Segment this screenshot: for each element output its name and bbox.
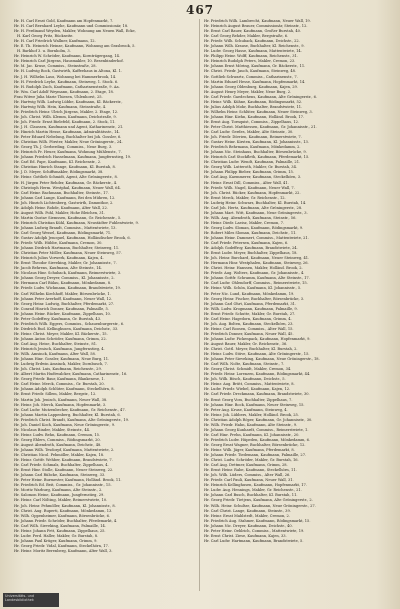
directory-entry: Hr. Ludwig Erdwin Amsinck, Makler, Dornbusch, 7. bbox=[14, 362, 108, 367]
directory-entry: Hr. Adolph Heinr. Rohde, Kaufmann, Alter Wall, 22. bbox=[14, 205, 108, 210]
directory-entry: Hr. Heinr. Gottfr. Wehber, Kaufmann, Brandstwiete, 7. bbox=[14, 458, 113, 463]
directory-entry: Hr. Friedrich Wilh. Lambrecht, Kaufmann, Neuer Wall, 19. bbox=[204, 19, 311, 23]
directory-entry: Hr. Adolph Godeffroy, Kaufmann, Brandstwiete, 24. bbox=[204, 246, 298, 251]
directory-entry: Hr. Christian Ludw. Wendt, Kaufmann, Palmaille, 21. bbox=[204, 160, 301, 165]
directory-entry: Hr. Nicolaus Hinr. Schuback, Kaufmann, Reimerstwiete, 3. bbox=[14, 271, 122, 276]
directory-entry: Hr. Carl Ludw. Gerdes, Makler, Alte Steinstr., 30. bbox=[204, 130, 294, 135]
directory-entry: Hr. Johann Nic. Steinhaus, Buchhalter, Börsenbrücke, 9. bbox=[204, 150, 307, 155]
directory-entry: Hr. Heinr. Ernst Dill, Commiss., Alter Wall, 41. bbox=[204, 180, 289, 185]
directory-entry: Hr. H. Friedrich Leyhe, Kaufmann, Steinweg, 1. Stock. 6. bbox=[14, 79, 119, 84]
directory-entry: Hr. Friedrich Wilh. Eggers, Commiss., Schauenburgerstr., 6. bbox=[14, 321, 125, 326]
directory-entry: Hr. Johann Georg Dreyer, Commiss., Kl. Johannisstr., 2. bbox=[14, 276, 115, 281]
directory-entry: Hr. Johann Wilh. Krause, Buchhalter, Kl. Reichenstr., 9. bbox=[204, 44, 305, 49]
directory-entry: Hr. Johann Carl Lange, Kaufmann, Bei den Mühren, 12. bbox=[14, 195, 116, 200]
directory-entry: Hr. Carl Ludw. Hartmann, Kaufmann, Brandstwiete, 5. bbox=[204, 538, 304, 543]
directory-entry: Hr. Ernst Georg Voss, Buchhalter, Zippelhaus, 7. bbox=[204, 397, 293, 402]
directory-entry: Hr. Heinr. Joh. Merck, Kaufmann, Hopfenmarkt, 3. bbox=[14, 402, 107, 407]
watermark-line-2: Landesbibliothek bbox=[5, 598, 34, 603]
directory-entry: Hr. Georg Heinr. Fischer, Buchhalter, Börsenbrücke, 3. bbox=[204, 296, 305, 301]
directory-entry: Hr. Ernst Friedr. Schutte, Makler, Gr. Burstah, 27. bbox=[204, 311, 296, 316]
directory-entry: Hr. August Henry Meyer, Makler, Neue Burg, 2. bbox=[204, 89, 292, 94]
directory-entry: Hr. Joh. Friedr. Ernst Bielefeld, Kaufmann, 2. Stock, 11. bbox=[14, 119, 116, 124]
directory-entry: Hr. Heinrich Carl Stockfleth, Kaufmann, Pferdemarkt, 15. bbox=[204, 155, 310, 160]
directory-entry: Hr. Wilh. Friedr. Hahn, Kaufmann, Alte Steinstr., 9. bbox=[204, 422, 298, 427]
directory-entry: Hr. Carl Friedr. Gaedechens, Kaufmann, Alte Gröningerstr., 6. bbox=[204, 94, 318, 99]
left-column bbox=[14, 19, 196, 591]
directory-entry: Hr. Heinrich Carl Jürgens, Hausmakler, 10. Besenbinderhof. bbox=[14, 59, 124, 64]
directory-entry: Hr. Johann Martin Lappenberg, Buchhalter, Kl. Burstah, 6. bbox=[14, 412, 121, 417]
directory-entry: Hr. Georg Heinr. Ludwig, Buchhalter, Pferdemarkt, 27. bbox=[14, 301, 115, 306]
directory-entry: Hr. Hermann Hinr. Westphalen, Kaufmann, Steinweg, 26. bbox=[204, 261, 309, 266]
directory-entry: Hr. Johann Wilh. Tesdorpf, Kaufmann, Mattentwiete, 2. bbox=[14, 447, 115, 452]
directory-entry: Hr. Wm. Carl Adolf Weymann, Kaufmann, 2. Etage, 18. bbox=[14, 89, 114, 94]
directory-entry: Hr. Johann Friedr. Schröder, Buchhalter, Pferdemarkt, 4. bbox=[14, 518, 118, 523]
directory-entry: Hr. Carl Friedr. Schmalz, Buchhalter, Zippelhaus, 4. bbox=[14, 463, 109, 468]
directory-entry: Hr. Christ. Heinr. Hanssen, Makler, Holländ. Brook, 2. bbox=[204, 266, 303, 271]
directory-entry: Hr. Heinrich Jenisch, Kaufmann, Jungfernstieg, 4. bbox=[14, 347, 105, 352]
directory-entry: Hr. Christoph Herm. Westphal, Kaufmann, Neuer Wall, 64. bbox=[14, 185, 121, 190]
directory-entry: Hr. Diedrich Rud. Kellinghusen, Kaufmann, Deichstr., 33. bbox=[14, 326, 119, 331]
directory-entry: Hr. J. H. Claussen, Kaufmann und Agent, Katharinenstr., 21. bbox=[14, 124, 124, 129]
directory-entry: Hr. Carl Heinr. Bachmann, Buchhalter, Steinstr., 17. bbox=[14, 190, 109, 195]
directory-entry: Hr. Christian Hinrich Stange, Kaufmann, Kl. Burstah, 8. bbox=[14, 165, 116, 170]
directory-entry: Hr. J. D. Meyer, Schiffsmakler, Rödingsmarkt, 38. bbox=[14, 170, 104, 175]
directory-entry: Hr. Carl Christ. Lange, Kaufmann, Steinstr., 39. bbox=[204, 508, 291, 513]
watermark-line-1: Universitäts- und bbox=[5, 594, 35, 598]
directory-entry: Hr. Ludw. Ferd. Haller, Makler, Gr. Burstah, 8. bbox=[14, 533, 99, 538]
directory-entry: Hr. Ernst Ludw. Meyer, Buchhalter, Zippelhaus, 18. bbox=[204, 251, 298, 256]
directory-entry: Hr. Joh. Daniel Koch, Kaufmann, Neue Gröningerstr., 9. bbox=[14, 422, 116, 427]
directory-entry: Hr. Heinr. Carl Roosen, Commiss., Alter Wall, 15. bbox=[204, 326, 294, 331]
directory-entry: Hr. Johann Adolph Schlüter, Kaufmann, Steckelhörn, 8. bbox=[14, 387, 115, 392]
directory-entry: Hr. Ernst Merck, Makler, Gr. Reichenstr., 12. bbox=[204, 195, 286, 200]
directory-entry: Hr. Johann Peter Averhoff, Kaufmann, Neuer Wall, 12. bbox=[14, 296, 113, 301]
directory-entry: Hr. Georg Th. J. Gerberding, Commiss., Neue Burg, 3. bbox=[14, 145, 113, 150]
directory-entry: Hr. Ernst Theodor Sieveking, Makler, Gr. Johannisstr., 7. bbox=[14, 261, 117, 266]
directory-entry: Hr. Johann Hinr. Kiehn, Kaufmann, Holländ. Brook, 17. bbox=[204, 114, 305, 119]
directory-entry: Hr. Georg Ernst Wagner, Buchhalter, Börsenbrücke, 12. bbox=[204, 442, 306, 447]
directory-entry: Hr. Heinr. Aug. Brütt, Commiss., Mattentwiete, 8. bbox=[204, 382, 295, 387]
directory-entry: Hr. Peter Heinr. Oehlrich, Commiss., Mattentwiete, 19. bbox=[204, 528, 305, 533]
directory-entry: Hr. Friedr. Heinr. Lorenzen, Kaufmann, Rödingsmarkt, 44. bbox=[204, 372, 311, 377]
directory-entry: Hr. Christian Nicol. Pehmöller, Makler, Kajen, 18. bbox=[14, 453, 105, 458]
directory-entry: Hr. Wilh. Oppenheimer, Kaufmann, Börsenbrücke, 6. bbox=[14, 513, 111, 518]
directory-entry: Hr. M. Jac. Kruse, Commiss., Steinstraße, 28. bbox=[14, 64, 97, 69]
directory-entry: Hr. Joh. Aug. Bolten, Kaufmann, Steckelhörn, 23. bbox=[204, 321, 294, 326]
directory-entry: Hr. Johann Mart. Witt, Kaufmann, Neue Gröningerstr., 3. bbox=[204, 210, 308, 215]
directory-entry: Hr. Johann Ludw. Pickenpack, Kaufmann, Hopfenmarkt, 9. bbox=[204, 336, 311, 341]
directory-entry: Hr. Hartwig Wilh. Hein, Kaufmann, Steinstraße, 4. bbox=[14, 104, 107, 109]
directory-entry: Hr. Carl Ed. Pape, Kaufmann, Kl. Reichenstr., 2. bbox=[14, 160, 102, 165]
directory-entry: Hr. Friedrich Heinr. Ulrich Jürgens, Makler, 2. Etage, 12. bbox=[14, 109, 119, 114]
directory-entry: Hr. Ludwig Heinr. Schwarz, Buchhalter, Kl. Burstah, 14. bbox=[204, 200, 307, 205]
directory-entry: Hr. Ernst Heinr. Rabe, Kaufmann, Steckelhörn, 11. bbox=[204, 468, 297, 473]
directory-entry: Hr. Hartwig Wilh. Ludwig Lübbe, Kaufmann, Kl. Bäckerstr., bbox=[14, 99, 123, 104]
directory-entry: Hr. Hinrich Martin Hesse, Kaufmann, Admiralitätsstr., 14. bbox=[14, 130, 120, 135]
directory-entry: Hr. J. H. Wilhelm Laus, Wohnung bei Hammerbrook, 14. bbox=[14, 74, 117, 79]
directory-entry: Hr. Christ. Aug. Ruperti, Kaufmann, Mönkedamm, 13. bbox=[14, 508, 113, 513]
directory-entry: Hr. Carl Aug. Heise, Buchhalter, Steinstr., 81. bbox=[14, 342, 98, 346]
directory-entry: Hr. Carl Friedr. Dreckmann, Kaufmann, Brandstwiete, 30. bbox=[204, 392, 310, 397]
directory-entry: Hr. Heinr. Diedr. Laeisz, Makler, Cremon, 7. bbox=[204, 220, 285, 225]
directory-entry: Hr. Heinr. Wilh. Jäger, Kaufmann, Pferdemarkt, 8. bbox=[204, 447, 295, 452]
directory-entry: Hr. Ernst Aug. Tornquist, Commiss., Zippelhaus, 12. bbox=[204, 119, 300, 124]
directory-entry: Hr. Carl Ludw. Mutzenbecher, Kaufmann, Gr. Reichenstr., 47. bbox=[14, 407, 126, 412]
directory-entry: Hr. Johann Ernst Möring, Kaufmann, Gr. Bäckerstr., 11. bbox=[204, 64, 306, 69]
directory-entry: Hr. Johann Anton Schröder, Kaufmann, Grimm, 22. bbox=[14, 336, 107, 341]
directory-entry: H. Barkhof 3. u. Bornholm, 3. bbox=[17, 49, 71, 54]
directory-entry: Hr. Heinrich Fr. Heuer, Kaufmann, Wohnung Mühlenstr., 7. bbox=[14, 150, 122, 155]
directory-entry: Hr. Peter Aug. Kruse, Kaufmann, Steinweg, 4. bbox=[204, 407, 288, 412]
directory-entry: Hr. Georg Friedr. Tietjens, Kaufmann, Alte Gröningerstr., 2. bbox=[204, 498, 313, 503]
directory-entry: Hr. Carl Wilhelm Kirchhoff, Makler, Börsenbrücke, 1. bbox=[14, 291, 111, 296]
directory-entry: Hr. Peter Heinr. Burmester, Kaufmann, Holländ. Brook, 11. bbox=[14, 478, 122, 483]
directory-entry: Hr. Johann Carl Busch, Buchhalter, Kl. Burstah, 11. bbox=[204, 493, 298, 498]
directory-entry: Frau Witwe Julia Marie Thiesen, Uhlenhorst, 25. bbox=[14, 94, 103, 99]
directory-entry: Hr. Carl Aug. Dettmer, Kaufmann, Grimm, 28. bbox=[204, 463, 288, 468]
directory-entry: Hr. Johann Friedr. Tiedemann, Kaufmann, Palmaille, 27. bbox=[204, 453, 307, 458]
directory-entry: Hr. Carl Georg Wessel, Kaufmann, Rödingsmarkt, 71. bbox=[14, 230, 112, 235]
directory-entry: Hr. Johann Peter Sieveking, Kaufmann, Neue Gröningerstr., 18. bbox=[204, 357, 320, 362]
directory-entry: Hr. Friedrich Behrmann, Kaufmann, Mönkedamm, 2. bbox=[204, 145, 301, 150]
directory-entry: Hr. Joh. Christ. Luis, Kaufmann, Reichenstr., 29. bbox=[14, 367, 102, 372]
directory-entry: Hr. Ludw. Aug. Hennings, Makler, Gr. Reichenstr., 21. bbox=[204, 488, 302, 493]
directory-entry: Hr. Joh. Wilh. Lüders, Commiss., Alter Wall, 26. bbox=[204, 473, 291, 478]
directory-entry: Hr. Carl Georg Rehder, Makler, Bergstraße, 6. bbox=[204, 34, 289, 39]
column-divider bbox=[199, 19, 200, 591]
directory-entry: Hr. Ernst Hinr. Stolle, Kaufmann, Neuer Steinweg, 22. bbox=[14, 468, 114, 473]
directory-entry: Hr. Heinrich Kellinghusen, Kaufmann, Hopfenmarkt, 17. bbox=[204, 483, 307, 488]
directory-entry: Hr. Johann Hinr. Gossler, Kaufmann, Neue Burg, 11. bbox=[14, 357, 110, 362]
directory-entry: Hr. H. Ferdinand Weyden, Makler, Wohnung am Neuen Wall, Ecke, bbox=[14, 29, 136, 34]
directory-entry: Hr. Joh. Wilh. Bösch, Kaufmann, Deichstr., 5. bbox=[204, 377, 286, 382]
directory-entry: Hr. Christ. Gottl. Meyer, Buchhalter, Kl. Burstah, 2. bbox=[204, 347, 298, 352]
directory-entry: Hr. Joh. Heinr. Burchard, Kaufmann, Neuer Steinweg, 41. bbox=[204, 256, 310, 261]
directory-entry: Hr. Wilhelm Heinr. Schlüter, Kaufmann, Neuer Steinweg, 3. bbox=[204, 109, 313, 114]
directory-entry: Hr. H. Rudolph Zuch, Kaufmann, Catharinenstraße, 9. Aa. bbox=[14, 84, 120, 89]
directory-entry: Hr. Friedrich Christ. Brandt, Kaufmann, Alte Gröningerstr., 19. bbox=[14, 417, 130, 422]
directory-entry: Hr. Johann Heinr. Dammert, Commiss., Mattentwiete, 21. bbox=[204, 236, 309, 241]
directory-entry: Hr. Peter Christ. Matthiessen, Kaufmann, Gr. Johannisstr., 21. bbox=[204, 124, 317, 129]
directory-entry: Hr. Heinr. Moritz Berenberg, Kaufmann, Alter Wall, 3. bbox=[14, 548, 113, 553]
directory-entry: Hr. Salomon Heine, Kaufmann, Jungfernstieg, 29. bbox=[14, 493, 105, 498]
directory-entry: Hr. Georg Friedr. Vidal, Kaufmann, Steckelhörn, 17. bbox=[14, 543, 109, 548]
directory-entry: Hr. Johann Hinr. Bock, Kaufmann, Neuer Steinweg, 15. bbox=[204, 402, 305, 407]
directory-entry: Hr. Jacob Behrens, Kaufmann, Alte Steinstr., 14. bbox=[14, 266, 102, 271]
directory-entry: Hr. Friedr. Wilh. Nagel, Kaufmann, Neuer Wall, 7. bbox=[204, 185, 295, 190]
directory-entry: Hr. Johann Georg Oldenburg, Kaufmann, Kajen, 29. bbox=[204, 84, 298, 89]
directory-entry: Hr. Heinr. Ernst Mahlstedt, Makler, Cremon, 2. bbox=[204, 513, 290, 518]
directory-entry: Hr. Nicolaus Binder, Makler, Steinstr., 44. bbox=[14, 427, 91, 432]
directory-entry: Hr. Georg Ludw. Sloman, Kaufmann, Rödingsmarkt, 9. bbox=[204, 225, 304, 230]
directory-entry: Hr. Wilh. Ludw. Krogmann, Kaufmann, Palmaille, 9. bbox=[204, 306, 298, 311]
directory-entry: H. Karl Georg Pritz, Rückseite. bbox=[17, 34, 74, 39]
directory-entry: Hr. Wilh. Heinr. Schultze, Kaufmann, Neue Gröningerstr., 27. bbox=[204, 503, 316, 508]
directory-entry: Hr. Johann Paul Krüger, Kaufmann, Grimm, 9. bbox=[14, 538, 98, 543]
directory-entry: Hr. Heinr. Wilh. Schön, Kaufmann, Kl. Johannisstr., 5. bbox=[204, 286, 302, 291]
directory-entry: Hr. Johann Diedrich Hartmann, Buchhalter, Steinweg, 11. bbox=[14, 246, 120, 251]
directory-entry: Hr. Friedr. Carl Pauli, Kaufmann, Neuer Wall, 31. bbox=[204, 478, 294, 483]
directory-entry: Hr. Georg Friedr. Baur, Kaufmann, Blankenese, 1. bbox=[14, 377, 105, 382]
directory-entry: Hr. Ludw. Georg Hasse, Kaufmann, Mattentwiete, 14. bbox=[204, 49, 302, 54]
directory-entry: Hr. Ernst Friedr. Sillem, Makler, Bergstr., 12. bbox=[14, 392, 97, 397]
directory-entry: Hr. Heinr. Gottlieb Schmidt, Agent, Alte Gröningerstr., 8. bbox=[14, 175, 118, 180]
directory-entry: Hr. Ludw. Friedr. Wiebel, Kaufmann, Kajen, 12. bbox=[204, 387, 291, 392]
directory-entry: Hr. Friedr. Wilh. Hübbe, Kaufmann, Cremon, 30. bbox=[14, 241, 103, 246]
directory-entry: Hr. Carl Hinr. Prehn, Kaufmann, Kl. Johannisstr., 20. bbox=[204, 432, 300, 437]
directory-entry: Hr. Friedrich Ludw. Hüpeden, Kaufmann, Mönkedamm, 6. bbox=[204, 437, 311, 442]
directory-entry: Hr. Carl Ludw. Ohlendorff, Commiss., Reimerstwiete, 15. bbox=[204, 281, 308, 286]
directory-entry: Hr. Carl Aug. Kaemmerer, Kaufmann, Steckelhörn, 3. bbox=[204, 175, 302, 180]
directory-entry: Hr. Joh. Heinr. Pehmöller, Kaufmann, Kl. Johannisstr., 8. bbox=[14, 503, 116, 508]
directory-entry: Hr. August Bauer, Makler, Gr. Reichenstr., 36. bbox=[204, 342, 288, 346]
directory-entry: Hr. Christian Wilh. Förster, Makler, Neue Gröningerstr., 24. bbox=[14, 140, 123, 145]
directory-entry: Hr. Johann Friedrich Hasselmann, Kaufmann, Jungfernstieg, 19. bbox=[14, 155, 132, 160]
directory-entry: Hr. Wilh. Aug. Abendroth, Kaufmann, Steinstr., 56. bbox=[204, 215, 297, 220]
directory-entry: Hr. Johann Ludwig Brandt, Commiss., Mattentwiete, 13. bbox=[14, 225, 117, 230]
directory-entry: Hr. Joh. Christ. Wilh. Klemm, Kaufmann, Deichstraße, 9. bbox=[14, 114, 117, 119]
directory-entry: Hr. Julius Adolph Mohr, Buchhalter, Brandstwiete, 11. bbox=[204, 104, 303, 109]
directory-entry: Hr. Gottlieb Schwartz, Commiss., Catharinenstr., 7. bbox=[204, 74, 298, 79]
directory-entry: Hr. Christian Peter Möller, Kaufmann, Neuer Steinweg, 57. bbox=[14, 251, 122, 256]
directory-entry: Hr. Philipp Heinr. Wolff, Kaufmann, Reichenstr., 31. bbox=[204, 54, 298, 59]
directory-entry: Hr. Heinrich Julius Vorwerk, Kaufmann, Kajen, 4. bbox=[14, 256, 104, 261]
directory-entry: Hr. Christ. Friedr. Jauch, Kaufmann, Steinweg, 48. bbox=[204, 69, 297, 74]
directory-entry: Hr. Carl Heinr. Hagedorn, Kaufmann, Grimm, 4. bbox=[204, 316, 292, 321]
directory-entry: Hr. Georg Wilh. Lutteroth, Makler, Gr. Burstah, 34. bbox=[204, 165, 298, 170]
directory-entry: Hr. Johann Heinr. Rücker, Kaufmann, Zippelhaus, 10. bbox=[14, 311, 111, 316]
directory-entry: Hr. Ernst Christ. Ziese, Kaufmann, Kajen, 33. bbox=[204, 533, 287, 538]
directory-entry: Hr. Heinr. Christ. Meyer, Makler, Kl. Bäckerstr., 15. bbox=[14, 331, 108, 336]
right-column bbox=[204, 19, 386, 591]
directory-entry: Hr. Georg Ehlers, Commiss., Rödingsmarkt, 20. bbox=[14, 437, 101, 442]
directory-entry: Hr. Carl Wilh. Sieveking, Kaufmann, Palmaille, 14. bbox=[14, 523, 106, 528]
directory-entry: Hr. Martin Eduard Hesse, Kaufmann, Hopfenmarkt, 14. bbox=[204, 79, 306, 84]
directory-entry: Hr. Peter Godeffroy, Kaufmann, Gr. Burstah, 43. bbox=[14, 316, 102, 321]
directory-entry: Hr. H. Carl Ernst Gold, Kaufmann am Hopfenmarkt, 7. bbox=[14, 19, 114, 23]
directory-entry: Hr. Johann Carl Rübcke, Kaufmann, Steinweg, 33. bbox=[14, 473, 106, 478]
page-number: 467 bbox=[185, 3, 215, 17]
directory-entry: Hr. Friedrich Ed. Beit, Commiss., Gr. Johannisstr., 15. bbox=[14, 483, 112, 488]
directory-entry: Hr. Friedr. Aug. Wolters, Kaufmann, Gr. Johannisstr., 4. bbox=[204, 271, 305, 276]
directory-entry: Hr. Friedr. Wilh. Schuback, Kaufmann, Deichstr., 22. bbox=[204, 39, 300, 44]
directory-entry: Hr. Heinrich Christian Kühl, Kaufmann, Neustädter Fuhlentwiete, 9. bbox=[14, 220, 139, 225]
directory-entry: Hr. Heinr. Joh. Lübbers, Makler, Holländ. Brook, 25. bbox=[204, 412, 299, 417]
directory-entry: Hr. H. Jürgen Peter Rehder, Kaufmann, Gr. Bäckerstr., 4. bbox=[14, 180, 118, 185]
directory-entry: Hr. Conrad Hinrich Donner, Kaufmann, Palmaille, 5. bbox=[14, 306, 109, 311]
directory-entry: Hr. Joh. Hinrich Lichtenberg, Gastwirth, Dammthor, 2. bbox=[14, 200, 114, 205]
directory-entry: Hr. Georg Christ. Schmidt, Makler, Cremon, 34. bbox=[204, 367, 292, 372]
directory-entry: Hr. Johann Gottfr. Schramm, Kaufmann, Alte Steinstr., 17. bbox=[204, 276, 310, 281]
directory-entry: Hr. Albert Martin Hudtwalcker, Kaufmann, Catharinenstr., 16. bbox=[14, 372, 128, 377]
directory-entry: Hr. Johann Georg Kunhardt, Commiss., Reimerstwiete, 1. bbox=[204, 427, 309, 432]
directory-entry: Hr. Carl Heinr. Merck, Commiss., Gr. Burstah, 20. bbox=[14, 382, 105, 387]
directory-entry: Hr. Friedr. Ludw. Wichmann, Kaufmann, Brandstwiete, 19. bbox=[14, 286, 121, 291]
directory-entry: Hr. H. Ludwig Bock, Gastwirth, Kaffeehaus in Altona, Kl. 1. bbox=[14, 69, 123, 74]
directory-entry: Hr. Carl Friedr. Petersen, Kaufmann, Kajen, 6. bbox=[204, 241, 289, 246]
directory-entry: Hr. Ernst Carl Bauer, Kaufmann, Großer Burstah, 40. bbox=[204, 29, 302, 34]
directory-entry: Hr. Gustav Heinr. Kirsten, Kaufmann, Kl. Johannisstr., 13. bbox=[204, 140, 309, 145]
directory-entry: Hr. Christ. Ludw. Schröder, Makler, Gr. Burstah, 16. bbox=[204, 458, 299, 463]
library-watermark bbox=[3, 593, 59, 607]
directory-entry: Hr. Martin Gustav Siemssen, Kaufmann, Gr. Reichenstr., 5. bbox=[14, 215, 122, 220]
directory-entry: Hr. Robert Miles Sloman, Kaufmann, Deichstr., 11. bbox=[204, 230, 297, 235]
directory-entry: Hr. Joh. Christ. Rücker, Kaufmann, Hopfenmarkt, 22. bbox=[204, 190, 301, 195]
directory-entry: Hr. Joh. Friedr. Dörrien, Kaufmann, Reimerstwiete, 7. bbox=[204, 135, 302, 140]
directory-entry: Hr. Heinr. Ludw. Stüve, Kaufmann, Alte Gröningerstr., 15. bbox=[204, 352, 310, 357]
directory-entry: Hr. Heinr. Ludw. Behn, Kaufmann, Cremon, 15. bbox=[14, 432, 101, 437]
directory-entry: Hr. Carl Joh. Hertz, Kaufmann, Alte Gröningerstr., 28. bbox=[204, 205, 303, 210]
directory-entry: Hr. Peter Nic. Lund, Kaufmann, Mönkedamm, 19. bbox=[204, 291, 295, 296]
directory-entry: Hr. Peter Eduard Nebelung, Buchhalter bei Joh. Gossler, 6. bbox=[14, 135, 122, 140]
directory-entry: Hr. E. Th. Heinrich Heinze, Kaufmann, Wohnung am Grasbrook, 5. bbox=[14, 44, 136, 49]
directory-entry: Hr. Heinr. Wilh. Kühne, Kaufmann, Rödingsmarkt, 52. bbox=[204, 99, 303, 104]
directory-entry: Hr. Friedrich Donner, Kaufmann, Neuer Wall, 45. bbox=[204, 331, 294, 336]
directory-entry: Hr. Christian Adolph Röper, Kaufmann, Gr. Johannisstr., 30. bbox=[204, 417, 313, 422]
directory-entry: Hr. Moritz Warburg, Kaufmann, Alte Steinstr., 2. bbox=[14, 488, 103, 493]
directory-entry: Hr. Gustav Adolph Jencquel, Kaufmann, Holländischer Brook, 6. bbox=[14, 236, 131, 241]
directory-entry: Hr. Wilh. Amsinck, Kaufmann, Alter Wall, 58. bbox=[14, 352, 96, 357]
directory-entry: Hr. H. Carl Friedrich Wallner, Kaufmann, 12. bbox=[14, 39, 96, 44]
directory-entry: Hr. Heinrich W. Schröder, Kaufmann, Kornträgergang, 14. bbox=[14, 54, 121, 59]
directory-entry: Hr. Johann Nic. Dreyer, Kaufmann, Deichstr., 40. bbox=[204, 523, 293, 528]
directory-entry: Hr. Johann Philipp Bieber, Kaufmann, Grimm, 15. bbox=[204, 170, 294, 175]
directory-entry: Hr. Heinrich August Brauer, Commissionär, Steinstr., 12. bbox=[204, 24, 308, 29]
directory-entry: Hr. Heinr. Johann Fett, Kaufmann, Zippelhaus, 25. bbox=[14, 528, 106, 533]
directory-entry: Hr. H. Carl Bernhard Leyhe, Kaufmann und Commissionär, 18. bbox=[14, 24, 129, 29]
directory-entry: Hr. Friedrich Aug. Stahmer, Kaufmann, Rödingsmarkt, 15. bbox=[204, 518, 311, 523]
directory-entry: Hr. Heinrich Rudolph Peters, Makler, Cremon, 23. bbox=[204, 59, 296, 64]
directory-entry: Hr. Johann Carl Ohrt, Kaufmann, Pferdemarkt, 31. bbox=[204, 301, 297, 306]
directory-entry: Hr. Heinr. Carl Nölting, Makler, Reimerstwiete, 10. bbox=[14, 498, 108, 503]
directory-entry: Hr. August Wilh. Pohl, Makler, Hohe Bleichen, 31. bbox=[14, 210, 106, 215]
directory-entry: Hr. Hermann Carl Bülau, Kaufmann, Mönkedamm, 8. bbox=[14, 281, 112, 286]
directory-entry: Hr. Martin Joh. Jenisch, Kaufmann, Neuer Wall, 38. bbox=[14, 397, 108, 402]
directory-entry: Hr. Carl Wilh. Nolte, Kaufmann, Steinstr., 7. bbox=[204, 362, 285, 367]
directory-entry: Hr. August Abendroth, Kaufmann, Deichstr., 48. bbox=[14, 442, 102, 447]
